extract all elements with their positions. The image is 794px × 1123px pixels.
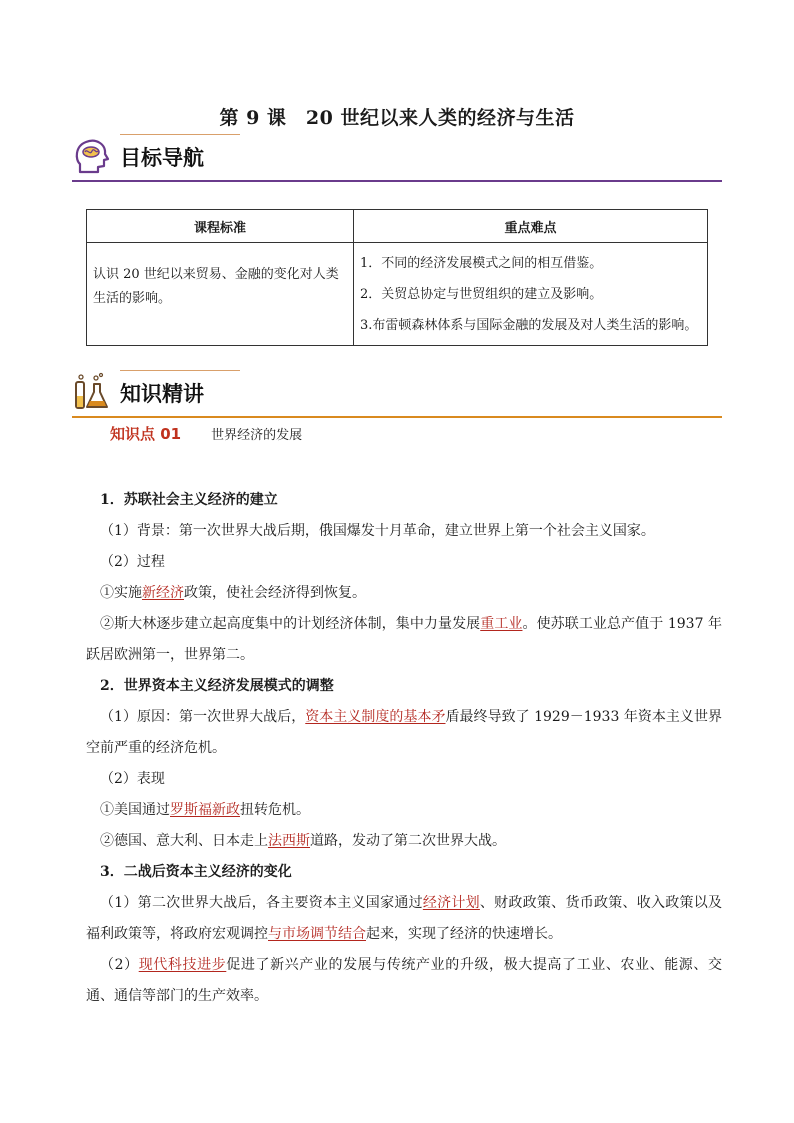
paragraph: [86, 950, 722, 1012]
table-cell-keypoints: [354, 243, 708, 346]
table-header-row: [87, 210, 708, 243]
paragraph: [86, 826, 722, 857]
text-run: 促进了新兴产业的发展与传统产业的升级，极大提高了工业、农业、能源、交通、通信等部门的生产效率。: [86, 957, 722, 1004]
table-cell-standard: 认识 20 世纪以来贸易、金融的变化对人类生活的影响。: [87, 243, 354, 346]
paragraph: （1）背景：第一次世界大战后期，俄国爆发十月革命，建立世界上第一个社会主义国家。: [100, 523, 655, 539]
highlight-term: 现代科技进步: [138, 957, 227, 973]
text-run: 扭转危机。: [240, 802, 310, 818]
text-run: ①实施: [100, 585, 142, 601]
text-run: ②德国、意大利、日本走上: [100, 833, 268, 849]
subheading-postwar: 3．二战后资本主义经济的变化: [100, 864, 292, 880]
text-run: 盾最终导致了 1929－1933 年资本主义世界空前严重的经济危机。: [86, 709, 722, 756]
text-run: （1）原因：第一次世界大战后，: [100, 709, 306, 725]
table-header-keypoints: 重点难点: [354, 210, 708, 243]
table-row: [87, 243, 708, 346]
highlight-term: 重工业: [480, 616, 523, 632]
highlight-term: 罗斯福新政: [170, 802, 240, 818]
subheading-ussr: 1．苏联社会主义经济的建立: [100, 492, 278, 508]
lesson-body: [86, 485, 722, 1012]
paragraph: （2）表现: [100, 771, 165, 787]
knowledge-point-number: 知识点 01: [110, 425, 182, 443]
section-header-goals: [72, 134, 722, 182]
text-run: （2）: [100, 957, 139, 973]
text-run: 起来，实现了经济的快速增长。: [366, 926, 562, 942]
highlight-term: 与市场调节结合: [268, 926, 366, 942]
paragraph: （2）过程: [100, 554, 165, 570]
highlight-term: 新经济: [142, 585, 184, 601]
paragraph: [86, 578, 722, 609]
brain-head-icon: [72, 136, 112, 176]
keypoint-item: 2．关贸总协定与世贸组织的建立及影响。: [360, 287, 603, 302]
text-run: ②斯大林逐步建立起高度集中的计划经济体制，集中力量发展: [100, 616, 481, 632]
paragraph: [86, 888, 722, 950]
section-rule: [72, 180, 722, 182]
section-title-goals: 目标导航: [120, 146, 204, 170]
text-run: ①美国通过: [100, 802, 170, 818]
section-header-knowledge: [72, 370, 722, 418]
text-run: 道路，发动了第二次世界大战。: [310, 833, 506, 849]
text-run: 。使苏联工业总产值于 1937 年跃居欧洲第一，世界第二。: [86, 616, 723, 663]
text-run: 政策，使社会经济得到恢复。: [184, 585, 366, 601]
section-title-knowledge: 知识精讲: [120, 382, 204, 406]
highlight-term: 资本主义制度的基本矛: [305, 709, 446, 725]
header-top-accent: [120, 370, 240, 371]
section-rule: [72, 416, 722, 418]
knowledge-point-name: 世界经济的发展: [211, 428, 303, 443]
text-run: 、财政政策、货币政策、收入政策以及福利政策等，将政府宏观调控: [86, 895, 723, 942]
header-top-accent: [120, 134, 240, 135]
text-run: （1）第二次世界大战后，各主要资本主义国家通过: [100, 895, 423, 911]
knowledge-point-heading: [110, 423, 302, 444]
highlight-term: 法西斯: [268, 833, 310, 849]
highlight-term: 经济计划: [422, 895, 480, 911]
paragraph: [86, 795, 722, 826]
lab-flasks-icon: [72, 372, 112, 412]
paragraph: [86, 702, 722, 764]
keypoint-item: 3.布雷顿森林体系与国际金融的发展及对人类生活的影响。: [360, 318, 698, 333]
table-header-standard: 课程标准: [87, 210, 354, 243]
curriculum-table: [86, 209, 708, 346]
lesson-title: 第 9 课 20 世纪以来人类的经济与生活: [219, 107, 575, 129]
paragraph: [86, 609, 722, 671]
subheading-capitalism: 2．世界资本主义经济发展模式的调整: [100, 678, 334, 694]
keypoint-item: 1．不同的经济发展模式之间的相互借鉴。: [360, 256, 603, 271]
